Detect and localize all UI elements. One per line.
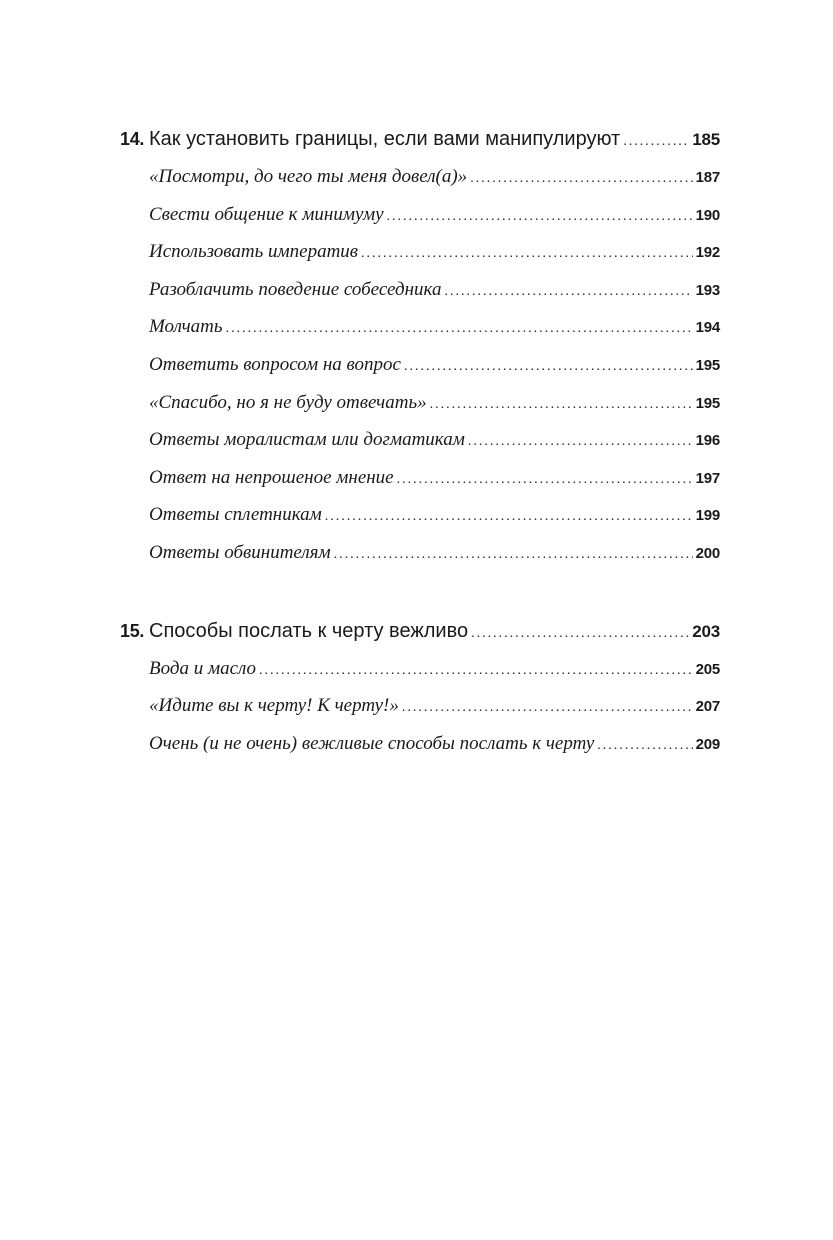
table-of-contents xyxy=(120,128,720,810)
chapter-15 xyxy=(120,620,720,771)
dot-leader xyxy=(334,547,693,563)
section-title: Ответы обвинителям xyxy=(149,541,331,563)
page-number: 190 xyxy=(695,206,720,224)
page-number: 192 xyxy=(695,244,720,262)
dot-leader xyxy=(444,284,692,300)
dot-leader xyxy=(226,321,693,337)
page-number: 200 xyxy=(695,544,720,562)
section-title: Ответы моралистам или догматикам xyxy=(149,429,465,451)
page-number: 194 xyxy=(695,319,720,337)
dot-leader xyxy=(361,246,693,262)
page-number: 207 xyxy=(695,698,720,716)
dot-leader xyxy=(397,472,693,488)
toc-entry[interactable] xyxy=(120,204,720,242)
page-number: 195 xyxy=(695,394,720,412)
page-number: 187 xyxy=(695,169,720,186)
page-number: 195 xyxy=(695,356,720,374)
toc-entry[interactable] xyxy=(120,241,720,279)
toc-entry[interactable] xyxy=(120,658,720,696)
dot-leader xyxy=(470,171,692,187)
toc-entry[interactable] xyxy=(120,354,720,392)
dot-leader xyxy=(623,134,689,150)
chapter-heading[interactable] xyxy=(120,620,720,658)
toc-entry[interactable] xyxy=(120,542,720,580)
chapter-number: 14. xyxy=(120,129,145,149)
dot-leader xyxy=(468,434,693,450)
section-title: Молчать xyxy=(149,316,223,338)
page-number: 199 xyxy=(695,507,720,525)
page-number: 205 xyxy=(695,660,720,678)
toc-entry[interactable] xyxy=(120,166,720,204)
dot-leader xyxy=(471,626,689,642)
chapter-title: Как установить границы, если вами манипулируют xyxy=(149,128,621,150)
chapter-14 xyxy=(120,128,720,580)
dot-leader xyxy=(430,397,693,413)
page-number: 209 xyxy=(695,735,720,753)
section-title: Свести общение к минимуму xyxy=(149,203,384,225)
page-number: 196 xyxy=(695,432,720,450)
dot-leader xyxy=(402,700,693,716)
section-title: Ответить вопросом на вопрос xyxy=(149,353,401,375)
chapter-heading[interactable] xyxy=(120,128,720,166)
page-number: 197 xyxy=(695,469,720,487)
section-title: Разоблачить поведение собеседника xyxy=(149,278,442,300)
toc-entry[interactable] xyxy=(120,316,720,354)
section-title: Вода и масло xyxy=(149,657,257,679)
chapter-title: Способы послать к черту вежливо xyxy=(149,619,469,642)
toc-entry[interactable] xyxy=(120,392,720,430)
section-title: «Идите вы к черту! К черту!» xyxy=(149,695,399,717)
toc-entry[interactable] xyxy=(120,429,720,467)
page-number: 203 xyxy=(692,621,720,641)
toc-entry[interactable] xyxy=(120,279,720,317)
dot-leader xyxy=(387,209,693,225)
section-title: Использовать императив xyxy=(149,241,359,263)
dot-leader xyxy=(259,663,693,679)
section-title: Ответ на непрошеное мнение xyxy=(149,466,394,488)
page-number: 185 xyxy=(692,130,720,149)
toc-entry[interactable] xyxy=(120,695,720,733)
section-title: «Посмотри, до чего ты меня довел(а)» xyxy=(149,166,468,187)
section-title: «Спасибо, но я не буду отвечать» xyxy=(149,391,427,413)
section-title: Очень (и не очень) вежливые способы послать к черту xyxy=(149,732,595,754)
dot-leader xyxy=(325,509,693,525)
dot-leader xyxy=(597,738,692,754)
dot-leader xyxy=(404,359,693,375)
page-number: 193 xyxy=(695,281,720,299)
toc-entry[interactable] xyxy=(120,467,720,505)
chapter-number: 15. xyxy=(120,620,145,641)
toc-entry[interactable] xyxy=(120,504,720,542)
toc-entry[interactable] xyxy=(120,733,720,771)
section-title: Ответы сплетникам xyxy=(149,504,322,526)
